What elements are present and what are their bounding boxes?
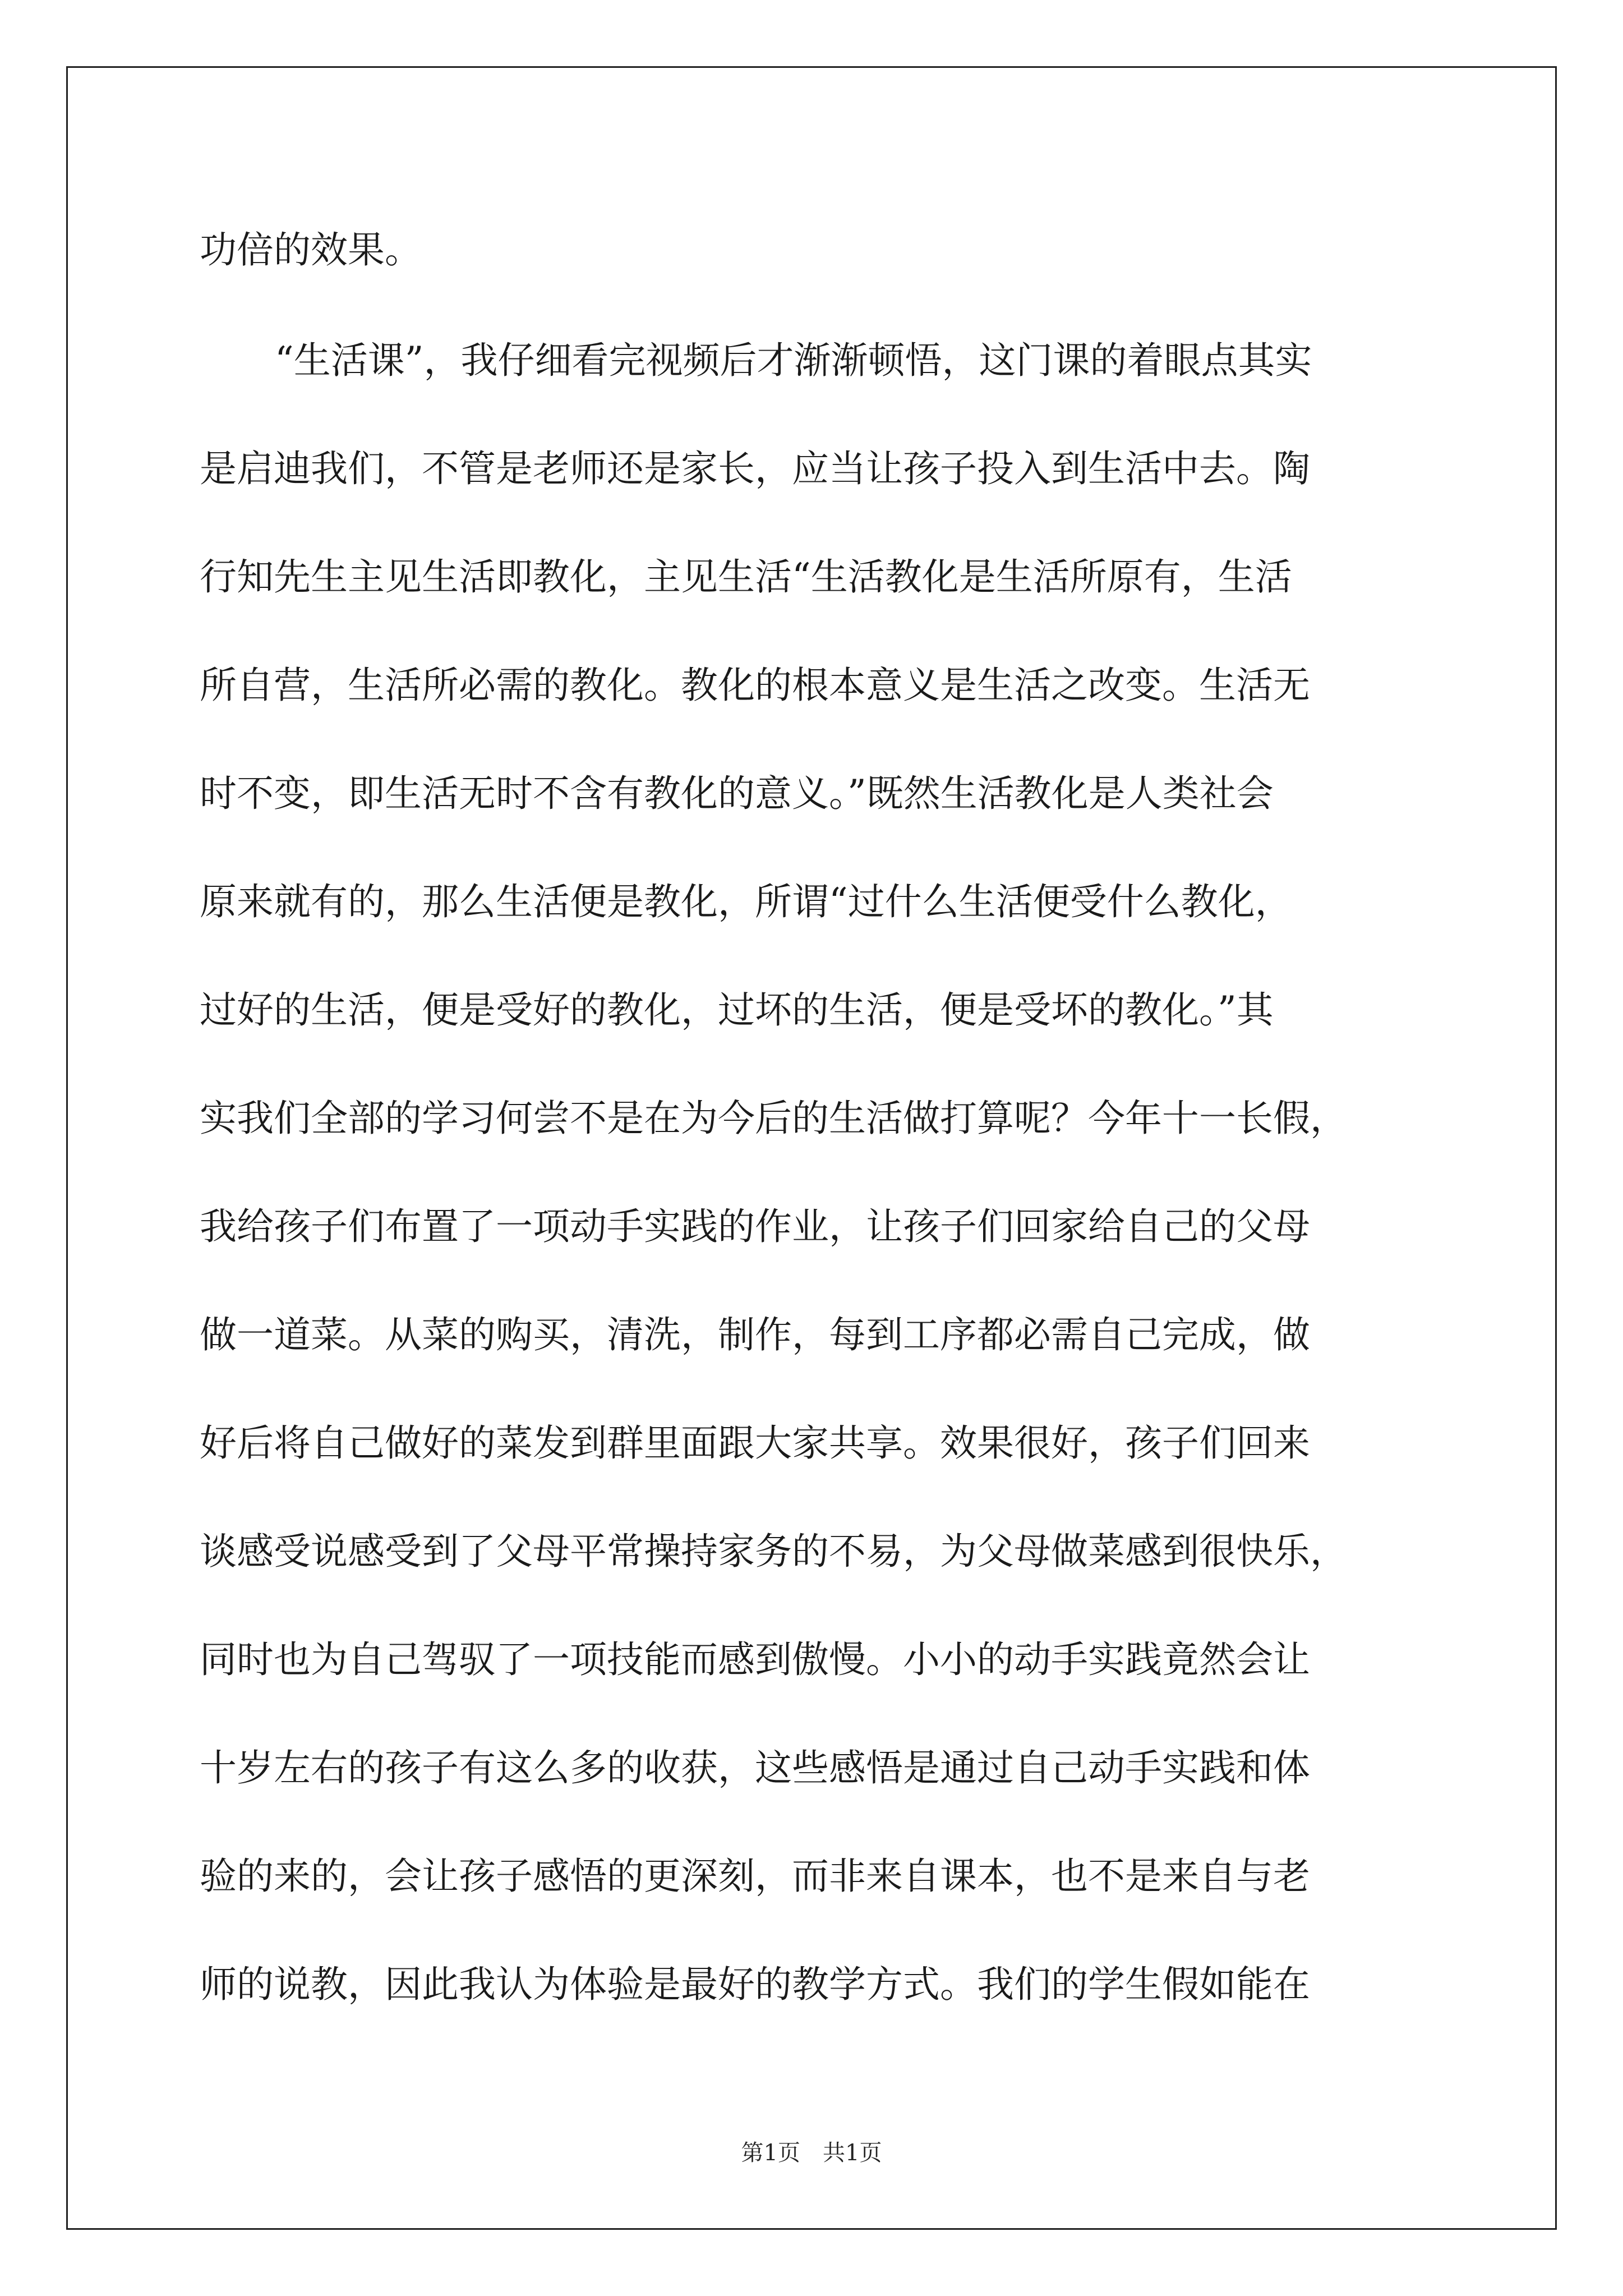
text-line-14: 同时也为自己驾驭了一项技能而感到傲慢。小小的动手实践竟然会让 [200, 1638, 1310, 1681]
text-line-15: 十岁左右的孩子有这么多的收获，这些感悟是通过自己动手实践和体 [200, 1746, 1310, 1789]
text-line-6: 时不变，即生活无时不含有教化的意义。”既然生活教化是人类社会 [200, 772, 1274, 815]
page-footer: 第1页 共1页 [741, 2140, 882, 2166]
text-line-7: 原来就有的，那么生活便是教化，所谓“过什么生活便受什么教化， [200, 880, 1292, 923]
text-line-9: 实我们全部的学习何尝不是在为今后的生活做打算呢？今年十一长假， [200, 1097, 1347, 1140]
text-line-17: 师的说教，因此我认为体验是最好的教学方式。我们的学生假如能在 [200, 1963, 1310, 2006]
page-border [66, 66, 1557, 2230]
text-line-12: 好后将自己做好的菜发到群里面跟大家共享。效果很好，孩子们回来 [200, 1421, 1310, 1465]
text-line-11: 做一道菜。从菜的购买，清洗，制作，每到工序都必需自己完成，做 [200, 1313, 1310, 1356]
text-line-1: 功倍的效果。 [200, 228, 422, 272]
text-line-16: 验的来的，会让孩子感悟的更深刻，而非来自课本，也不是来自与老 [200, 1855, 1310, 1898]
text-line-3: 是启迪我们，不管是老师还是家长，应当让孩子投入到生活中去。陶 [200, 447, 1310, 490]
text-line-2: “生活课”，我仔细看完视频后才渐渐顿悟，这门课的着眼点其实 [275, 339, 1312, 382]
text-line-10: 我给孩子们布置了一项动手实践的作业，让孩子们回家给自己的父母 [200, 1205, 1310, 1248]
text-line-5: 所自营，生活所必需的教化。教化的根本意义是生活之改变。生活无 [200, 664, 1310, 707]
text-line-4: 行知先生主见生活即教化，主见生活“生活教化是生活所原有，生活 [200, 555, 1292, 599]
text-line-8: 过好的生活，便是受好的教化，过坏的生活，便是受坏的教化。”其 [200, 988, 1274, 1032]
text-line-13: 谈感受说感受到了父母平常操持家务的不易，为父母做菜感到很快乐， [200, 1530, 1347, 1573]
